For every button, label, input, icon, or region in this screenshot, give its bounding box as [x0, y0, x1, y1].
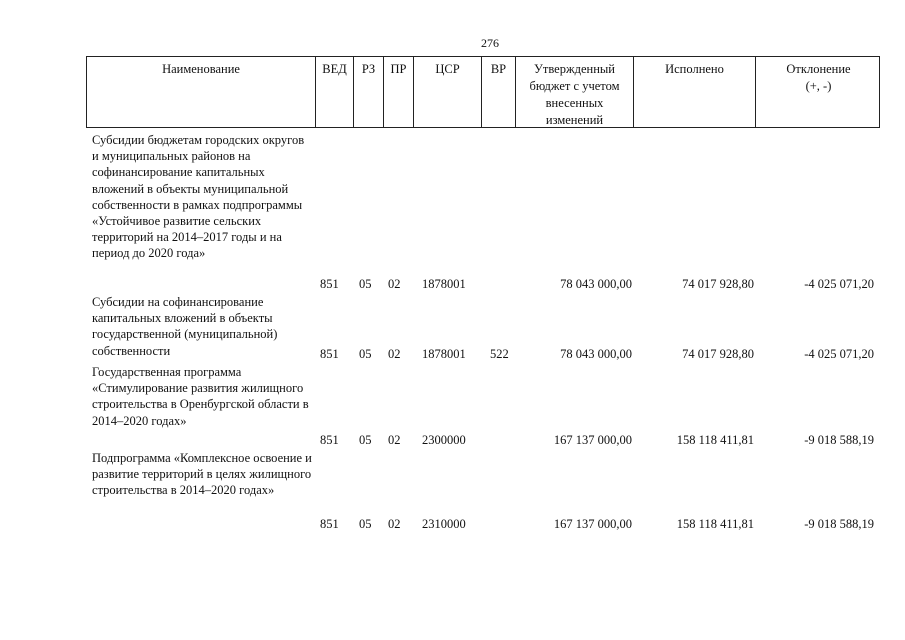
row-rz: 05: [359, 517, 372, 531]
row-executed: 158 118 411,81: [676, 433, 754, 447]
row-pr: 02: [388, 433, 401, 447]
header-vr: ВР: [481, 57, 515, 127]
row-deviation: -4 025 071,20: [804, 347, 874, 361]
row-name: Подпрограмма «Комплексное освоение и развитие территорий в целях жилищного строительства в 2014–2020 годах»: [92, 451, 312, 498]
row-csr: 1878001: [422, 347, 466, 361]
row-csr: 2300000: [422, 433, 466, 447]
header-pr: ПР: [383, 57, 413, 127]
row-executed: 158 118 411,81: [676, 517, 754, 531]
row-name: Субсидии на софинансирование капитальных вложений в объекты государственной (муниципальной) собственности: [92, 295, 278, 358]
row-executed: 74 017 928,80: [682, 277, 754, 291]
table-row: [86, 294, 880, 364]
row-pr: 02: [388, 277, 401, 291]
row-deviation: -4 025 071,20: [804, 277, 874, 291]
row-ved: 851: [320, 517, 339, 531]
table-row: [86, 132, 880, 294]
row-ved: 851: [320, 277, 339, 291]
header-executed: Исполнено: [633, 57, 755, 127]
budget-table: [86, 56, 880, 536]
page-number: 276: [481, 36, 499, 50]
row-executed: 74 017 928,80: [682, 347, 754, 361]
row-ved: 851: [320, 433, 339, 447]
row-name: Государственная программа «Стимулирование развития жилищного строительства в Оренбургской области в 2014–2020 годах»: [92, 365, 309, 428]
header-csr: ЦСР: [413, 57, 481, 127]
row-deviation: -9 018 588,19: [804, 517, 874, 531]
row-budget: 78 043 000,00: [560, 347, 632, 361]
row-pr: 02: [388, 517, 401, 531]
row-budget: 167 137 000,00: [553, 517, 632, 531]
row-pr: 02: [388, 347, 401, 361]
header-name: Наименование: [162, 62, 240, 76]
header-budget: Утвержденный бюджет с учетом внесенных изменений: [515, 57, 633, 127]
row-deviation: -9 018 588,19: [804, 433, 874, 447]
table-header: [86, 56, 880, 128]
row-budget: 167 137 000,00: [553, 433, 632, 447]
row-rz: 05: [359, 433, 372, 447]
row-csr: 2310000: [422, 517, 466, 531]
table-row: [86, 450, 880, 536]
row-csr: 1878001: [422, 277, 466, 291]
row-budget: 78 043 000,00: [560, 277, 632, 291]
row-rz: 05: [359, 347, 372, 361]
row-vr: 522: [490, 347, 509, 361]
header-ved: ВЕД: [315, 57, 353, 127]
header-deviation: Отклонение (+, -): [755, 57, 881, 127]
header-rz: РЗ: [353, 57, 383, 127]
row-ved: 851: [320, 347, 339, 361]
table-row: [86, 364, 880, 450]
row-rz: 05: [359, 277, 372, 291]
row-name: Субсидии бюджетам городских округов и муниципальных районов на софинансирование капитальных вложений в объекты муниципальной собственности в рамках подпрограммы «Устойчивое развитие сельских территорий на 2014–2017 годы и на период до 2020 года»: [92, 133, 305, 261]
